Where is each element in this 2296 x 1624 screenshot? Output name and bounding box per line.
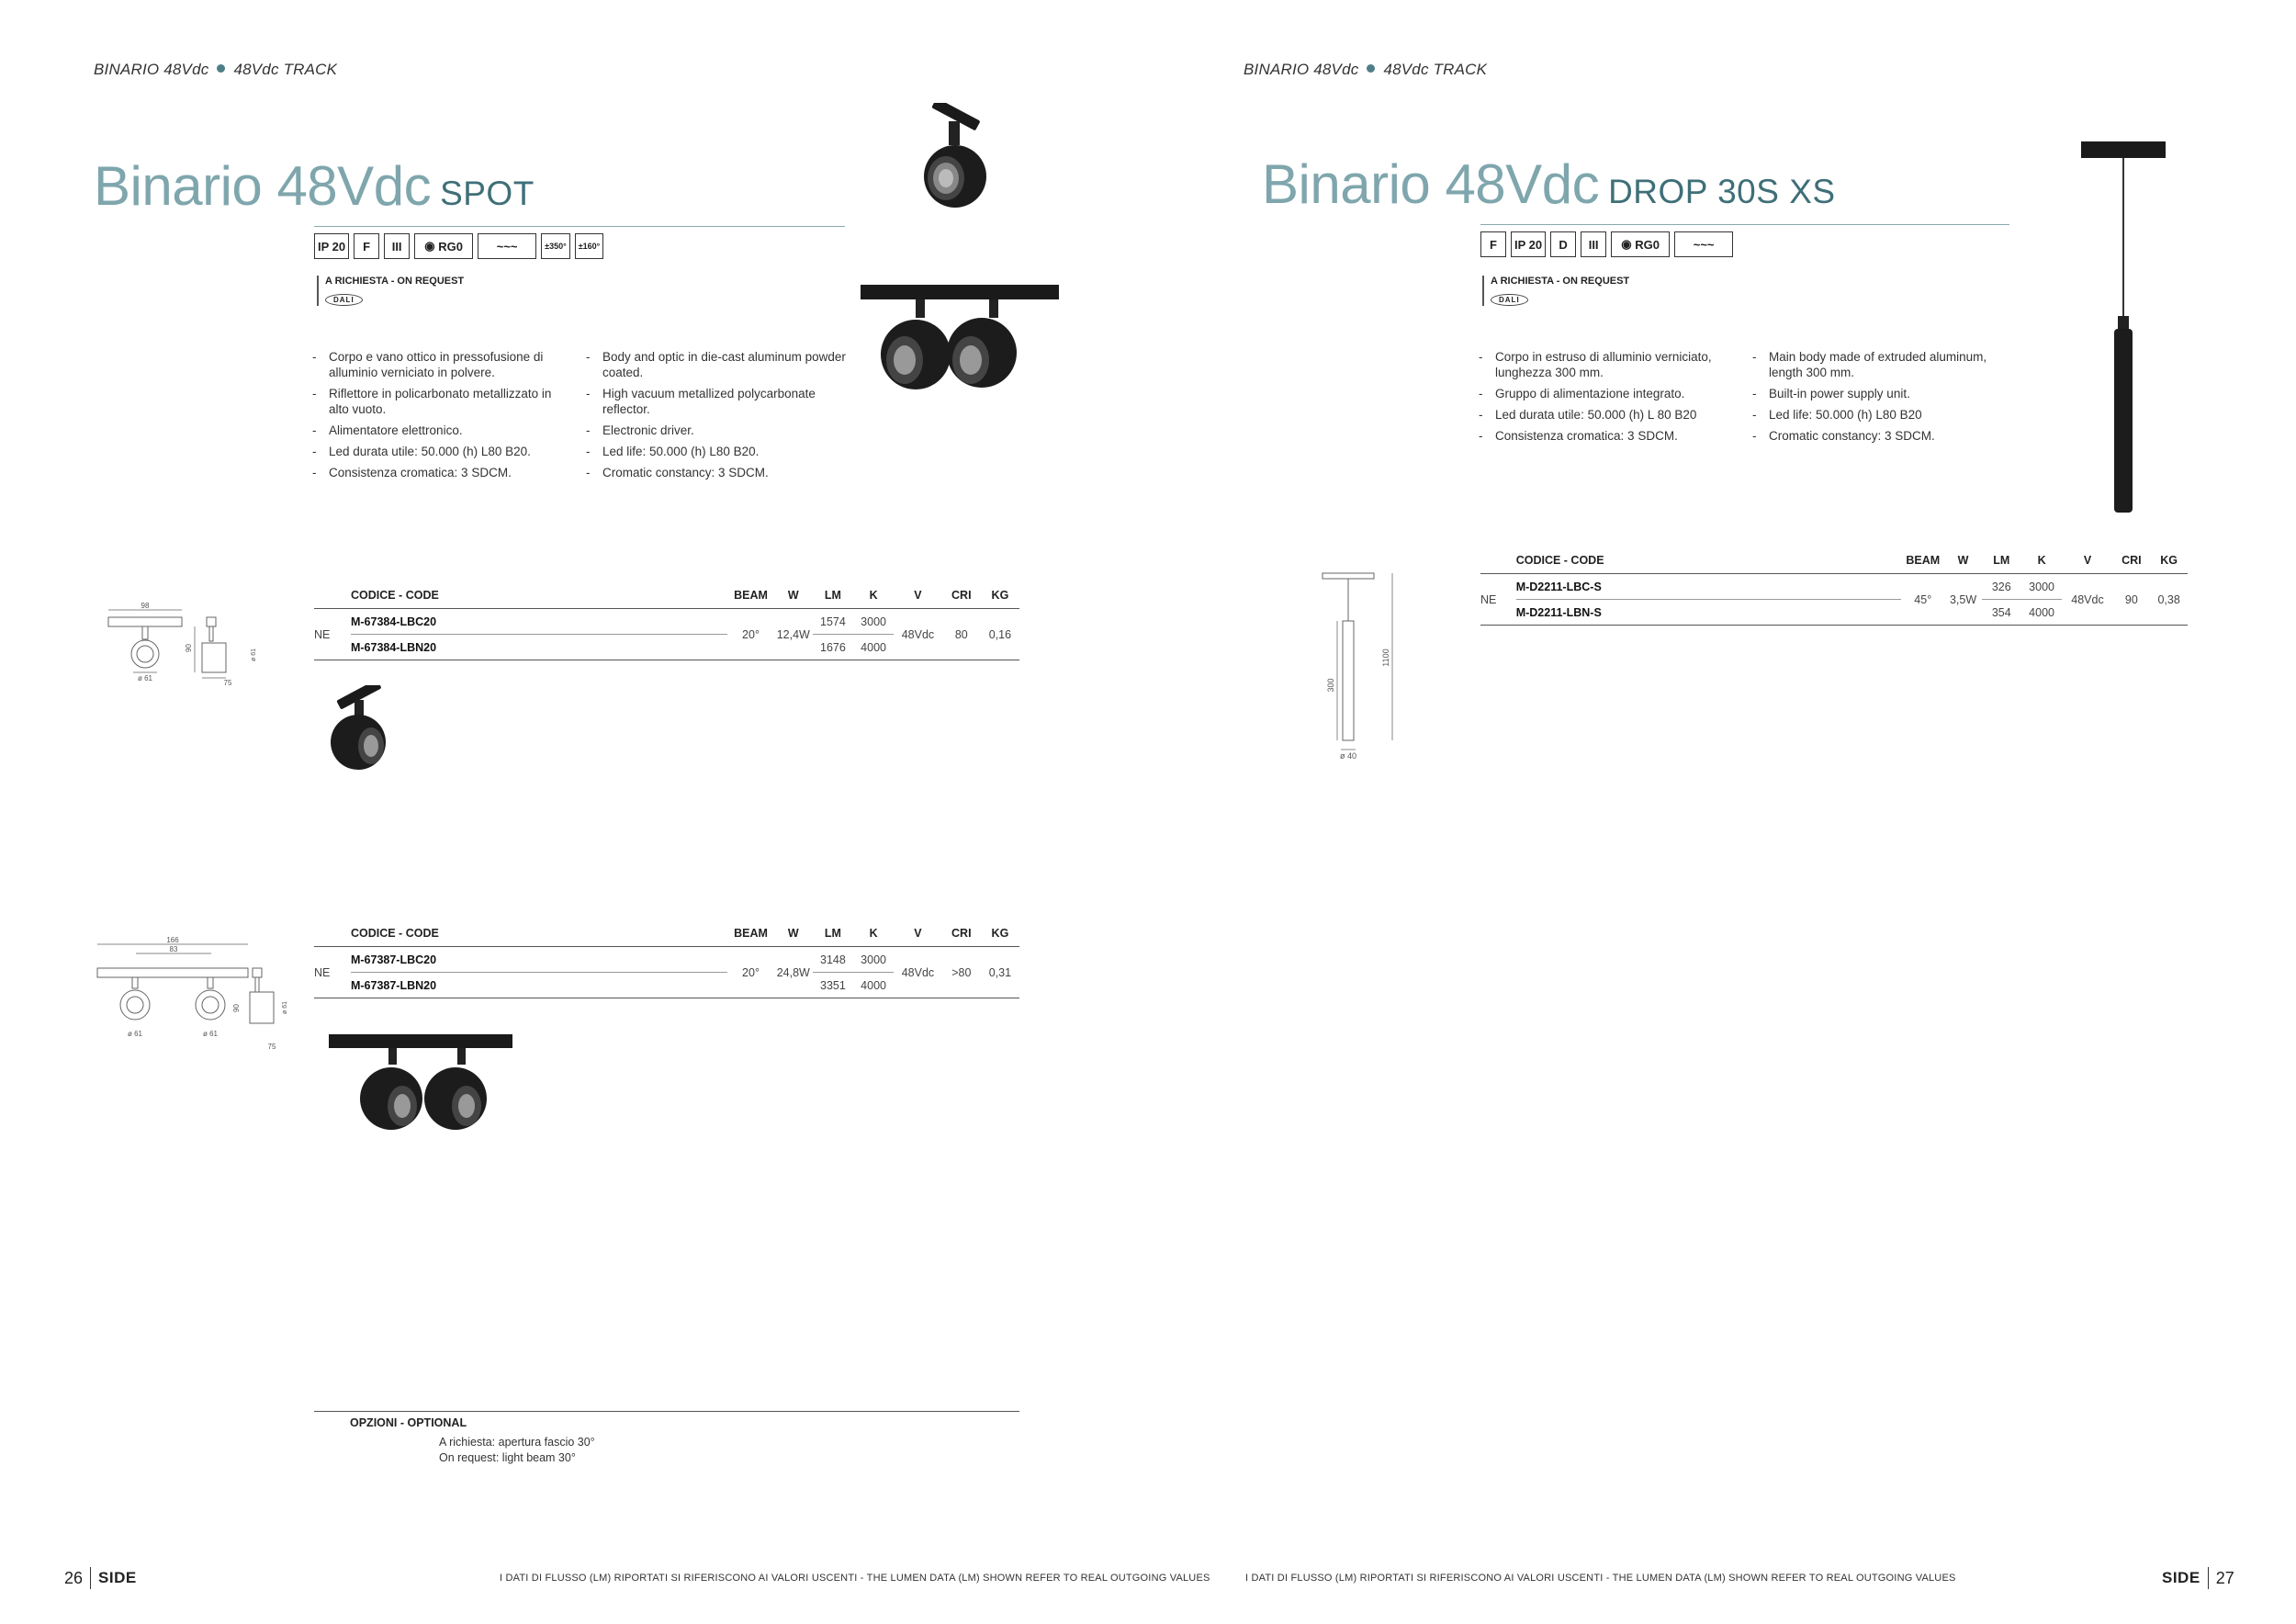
code-cell: M-67384-LBN20 [351,635,727,660]
weight-cell: 0,38 [2150,574,2188,626]
kelvin-cell: 3000 [853,609,894,635]
dimension-drawing-single [92,599,276,718]
dim-height: 90 [232,1004,241,1012]
weight-cell: 0,16 [981,609,1019,660]
col-beam: BEAM [727,926,773,947]
feature-item: - Electronic driver. [584,423,850,438]
title-main: Binario 48Vdc [94,155,432,217]
col-kelvin: K [853,926,894,947]
dim-diameter: ø 61 [127,1030,143,1038]
col-lumen: LM [1982,553,2021,574]
rotation-350-icon: ±350° [541,233,570,259]
title-main: Binario 48Vdc [1262,153,1600,215]
features-english [584,349,850,486]
optional-line: On request: light beam 30° [439,1451,576,1464]
dimmable-icon: ~~~ [478,233,536,259]
code-cell: M-D2211-LBC-S [1516,574,1902,600]
feature-item: - Led durata utile: 50.000 (h) L 80 B20 [1477,407,1734,423]
kelvin-cell: 4000 [853,973,894,998]
dim-spacing: 83 [169,945,178,953]
lumen-cell: 1574 [813,609,853,635]
code-cell: M-67384-LBC20 [351,609,727,635]
col-volt: V [894,926,942,947]
col-code: CODICE - CODE [351,588,727,609]
lumen-cell: 3148 [813,947,853,973]
beam-cell: 20° [727,609,773,660]
dimmable-d-icon: D [1550,231,1576,257]
lumen-footnote: I DATI DI FLUSSO (LM) RIPORTATI SI RIFERISCONO AI VALORI USCENTI - THE LUMEN DATA (LM) SHOWN REFER TO REAL OUTGOING VALUES [500,1573,1210,1584]
ip20-icon: IP 20 [314,233,349,259]
col-weight: KG [2150,553,2188,574]
finish-cell: NE [1480,574,1516,626]
dim-diameter: ø 61 [137,674,153,682]
table-row [1480,574,2188,600]
kelvin-cell: 3000 [2021,574,2063,600]
finish-cell: NE [314,609,351,660]
dimmable-icon: ~~~ [1674,231,1733,257]
lumen-cell: 354 [1982,600,2021,626]
dimension-drawing-double [92,935,294,1064]
on-request-block [1482,276,1629,306]
col-volt: V [2062,553,2112,574]
header-text: 48Vdc TRACK [1383,61,1488,78]
features-english [1750,349,2008,449]
feature-item: - Consistenza cromatica: 3 SDCM. [310,465,558,480]
col-cri: CRI [942,926,981,947]
table-row [314,947,1019,973]
dim-width: 166 [166,936,179,944]
ip20-icon: IP 20 [1511,231,1546,257]
double-spot-image [861,281,1059,400]
beam-cell: 45° [1901,574,1944,626]
lumen-footnote: I DATI DI FLUSSO (LM) RIPORTATI SI RIFERISCONO AI VALORI USCENTI - THE LUMEN DATA (LM) SHOWN REFER TO REAL OUTGOING VALUES [1245,1573,1956,1584]
class-iii-icon: III [384,233,410,259]
feature-item: - Led life: 50.000 (h) L80 B20 [1750,407,2008,423]
bullet-dot [1367,64,1375,73]
footer-left [64,1567,137,1589]
dim-depth: 75 [223,679,232,687]
feature-item: - Corpo e vano ottico in pressofusione di alluminio verniciato in polvere. [310,349,558,380]
watt-cell: 3,5W [1944,574,1982,626]
lumen-cell: 1676 [813,635,853,660]
dim-side-diameter: ø 61 [282,1000,288,1014]
dim-diameter: ø 40 [1339,751,1357,761]
feature-item: - Consistenza cromatica: 3 SDCM. [1477,428,1734,444]
code-cell: M-67387-LBN20 [351,973,727,998]
finish-cell: NE [314,947,351,998]
title-underline [314,226,845,227]
watt-cell: 12,4W [774,609,813,660]
f-mark-icon: F [1480,231,1506,257]
dali-logo: DALI [325,294,363,306]
feature-item: - Corpo in estruso di alluminio verniciato, lunghezza 300 mm. [1477,349,1734,380]
rg0-icon: ◉ RG0 [1611,231,1670,257]
spot-thumbnail-image [323,685,397,773]
header-text: 48Vdc TRACK [233,61,338,78]
volt-cell: 48Vdc [894,609,942,660]
code-cell: M-67387-LBC20 [351,947,727,973]
feature-item: - Cromatic constancy: 3 SDCM. [584,465,850,480]
brand-logo: SIDE [2162,1569,2200,1586]
footer-divider [90,1567,91,1589]
feature-item: - Built-in power supply unit. [1750,386,2008,401]
col-watt: W [774,588,813,609]
optional-heading: OPZIONI - OPTIONAL [350,1416,467,1429]
beam-cell: 20° [727,947,773,998]
dim-total-length: 1100 [1381,648,1390,667]
spec-table-single [314,588,1019,660]
feature-item: - Main body made of extruded aluminum, length 300 mm. [1750,349,2008,380]
pendant-product-image [2079,136,2167,522]
lumen-cell: 326 [1982,574,2021,600]
optional-divider [314,1411,1019,1412]
f-mark-icon: F [354,233,379,259]
spot-product-image [918,103,992,213]
class-iii-icon: III [1581,231,1606,257]
table-header-row [314,926,1019,947]
cri-cell: 80 [942,609,981,660]
product-title [1262,152,1836,216]
col-kelvin: K [853,588,894,609]
feature-item: - Riflettore in policarbonato metallizzato in alto vuoto. [310,386,558,417]
dim-depth: 75 [267,1043,276,1051]
feature-item: - High vacuum metallized polycarbonate reflector. [584,386,850,417]
features-italian [310,349,558,486]
volt-cell: 48Vdc [2062,574,2112,626]
col-volt: V [894,588,942,609]
header-text: BINARIO 48Vdc [94,61,209,78]
spec-table-double [314,926,1019,998]
feature-item: - Led life: 50.000 (h) L80 B20. [584,444,850,459]
dim-height: 90 [185,644,193,652]
col-lumen: LM [813,588,853,609]
on-request-label: A RICHIESTA - ON REQUEST [1491,276,1630,287]
col-watt: W [1944,553,1982,574]
col-code: CODICE - CODE [1516,553,1902,574]
dim-diameter: ø 61 [202,1030,219,1038]
section-header [94,61,337,79]
dimension-drawing-pendant [1313,566,1405,768]
feature-item: - Led durata utile: 50.000 (h) L80 B20. [310,444,558,459]
double-spot-thumbnail-image [329,1032,512,1146]
certification-icons [314,233,603,259]
feature-item: - Gruppo di alimentazione integrato. [1477,386,1734,401]
kelvin-cell: 3000 [853,947,894,973]
col-beam: BEAM [1901,553,1944,574]
col-weight: KG [981,588,1019,609]
tilt-160-icon: ±160° [575,233,604,259]
col-code: CODICE - CODE [351,926,727,947]
product-title [94,154,535,218]
rg0-label: RG0 [438,239,463,254]
table-header-row [1480,553,2188,574]
table-row [314,609,1019,635]
cri-cell: 90 [2112,574,2150,626]
col-beam: BEAM [727,588,773,609]
col-lumen: LM [813,926,853,947]
footer-divider [2208,1567,2209,1589]
dali-logo: DALI [1491,294,1528,306]
page-number: 26 [64,1568,84,1587]
dim-width: 98 [141,602,150,610]
on-request-block [317,276,464,306]
on-request-label: A RICHIESTA - ON REQUEST [325,276,465,287]
feature-item: - Alimentatore elettronico. [310,423,558,438]
feature-item: - Cromatic constancy: 3 SDCM. [1750,428,2008,444]
volt-cell: 48Vdc [894,947,942,998]
title-underline [1480,224,2009,225]
rg0-label: RG0 [1635,237,1660,252]
cri-cell: >80 [942,947,981,998]
header-text: BINARIO 48Vdc [1244,61,1359,78]
dim-body-length: 300 [1326,678,1335,693]
title-sub: DROP 30S XS [1608,173,1836,210]
spec-table-pendant [1480,553,2188,626]
rg0-icon: ◉ RG0 [414,233,473,259]
col-kelvin: K [2021,553,2063,574]
dim-side-diameter: ø 61 [251,648,257,661]
feature-item: - Body and optic in die-cast aluminum powder coated. [584,349,850,380]
features-italian [1477,349,1734,449]
bullet-dot [217,64,225,73]
col-weight: KG [981,926,1019,947]
watt-cell: 24,8W [774,947,813,998]
col-watt: W [774,926,813,947]
footer-right [2162,1567,2234,1589]
kelvin-cell: 4000 [853,635,894,660]
brand-logo: SIDE [98,1569,137,1586]
code-cell: M-D2211-LBN-S [1516,600,1902,626]
page-number: 27 [2215,1568,2234,1587]
lumen-cell: 3351 [813,973,853,998]
weight-cell: 0,31 [981,947,1019,998]
kelvin-cell: 4000 [2021,600,2063,626]
col-cri: CRI [942,588,981,609]
optional-text [439,1435,595,1466]
table-header-row [314,588,1019,609]
section-header [1244,61,1487,79]
certification-icons [1480,231,1733,257]
col-cri: CRI [2112,553,2150,574]
title-sub: SPOT [440,175,535,212]
optional-line: A richiesta: apertura fascio 30° [439,1436,595,1449]
